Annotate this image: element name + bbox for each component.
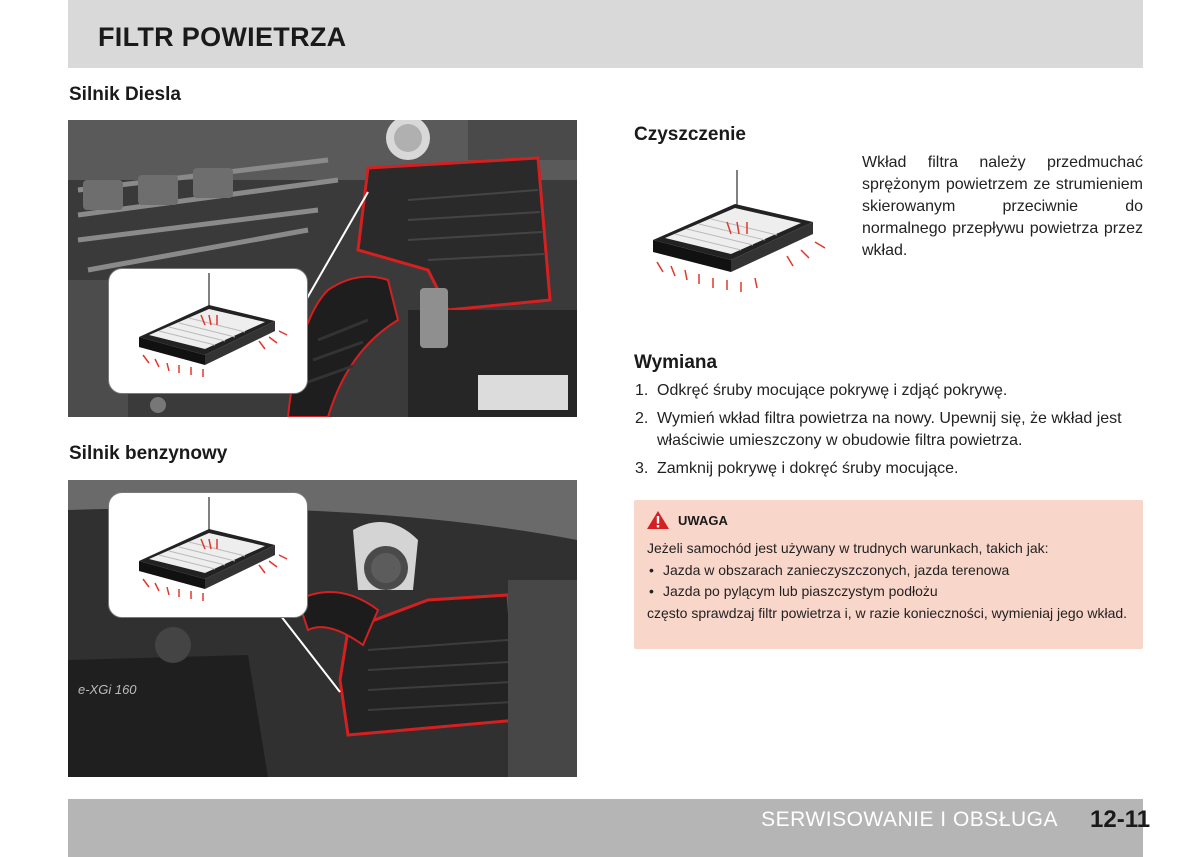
warning-label: UWAGA [678,512,728,528]
warning-bullet: • Jazda w obszarach zanieczyszczonych, jazda terenowa [647,560,1135,581]
warning-outro: często sprawdzaj filtr powietrza i, w razie konieczności, wymieniaj jego wkład. [647,605,1128,621]
step-3: 3. Zamknij pokrywę i dokręć śruby mocujące. [635,460,959,477]
diesel-filter-inset [108,268,308,394]
diesel-heading: Silnik Diesla [69,84,181,105]
petrol-heading: Silnik benzynowy [69,443,228,464]
step-1: 1. Odkręć śruby mocujące pokrywę i zdjąć pokrywę. [635,382,1008,399]
page-title: FILTR POWIETRZA [98,22,347,52]
cleaning-illustration [645,170,835,310]
cleaning-text: Wkład filtra należy przedmuchać sprężonym powietrzem ze strumieniem skierowanym przeciwnie do normalnego przepływu powietrza przez wkład. [862,154,1143,259]
warning-triangle-icon [646,510,670,530]
petrol-filter-inset [108,492,308,618]
page-number: 12-11 [1090,806,1151,833]
warning-intro: Jeżeli samochód jest używany w trudnych warunkach, takich jak: [647,540,1049,556]
warning-bullet: • Jazda po pylącym lub piaszczystym podłożu [647,581,1135,602]
warning-header [646,510,728,530]
warning-bullets [647,560,1135,602]
warning-box [634,500,1143,649]
engine-badge-text: e-XGi 160 [78,682,137,697]
footer-section-title: SERWISOWANIE I OBSŁUGA [761,808,1058,831]
replacement-heading: Wymiana [634,352,718,373]
warning-body [647,538,1135,624]
cleaning-heading: Czyszczenie [634,124,746,145]
step-2: 2. Wymień wkład filtra powietrza na nowy. Upewnij się, że wkład jest właściwie umieszczony w obudowie filtra powietrza. [635,410,1122,449]
replacement-steps [635,380,1145,486]
